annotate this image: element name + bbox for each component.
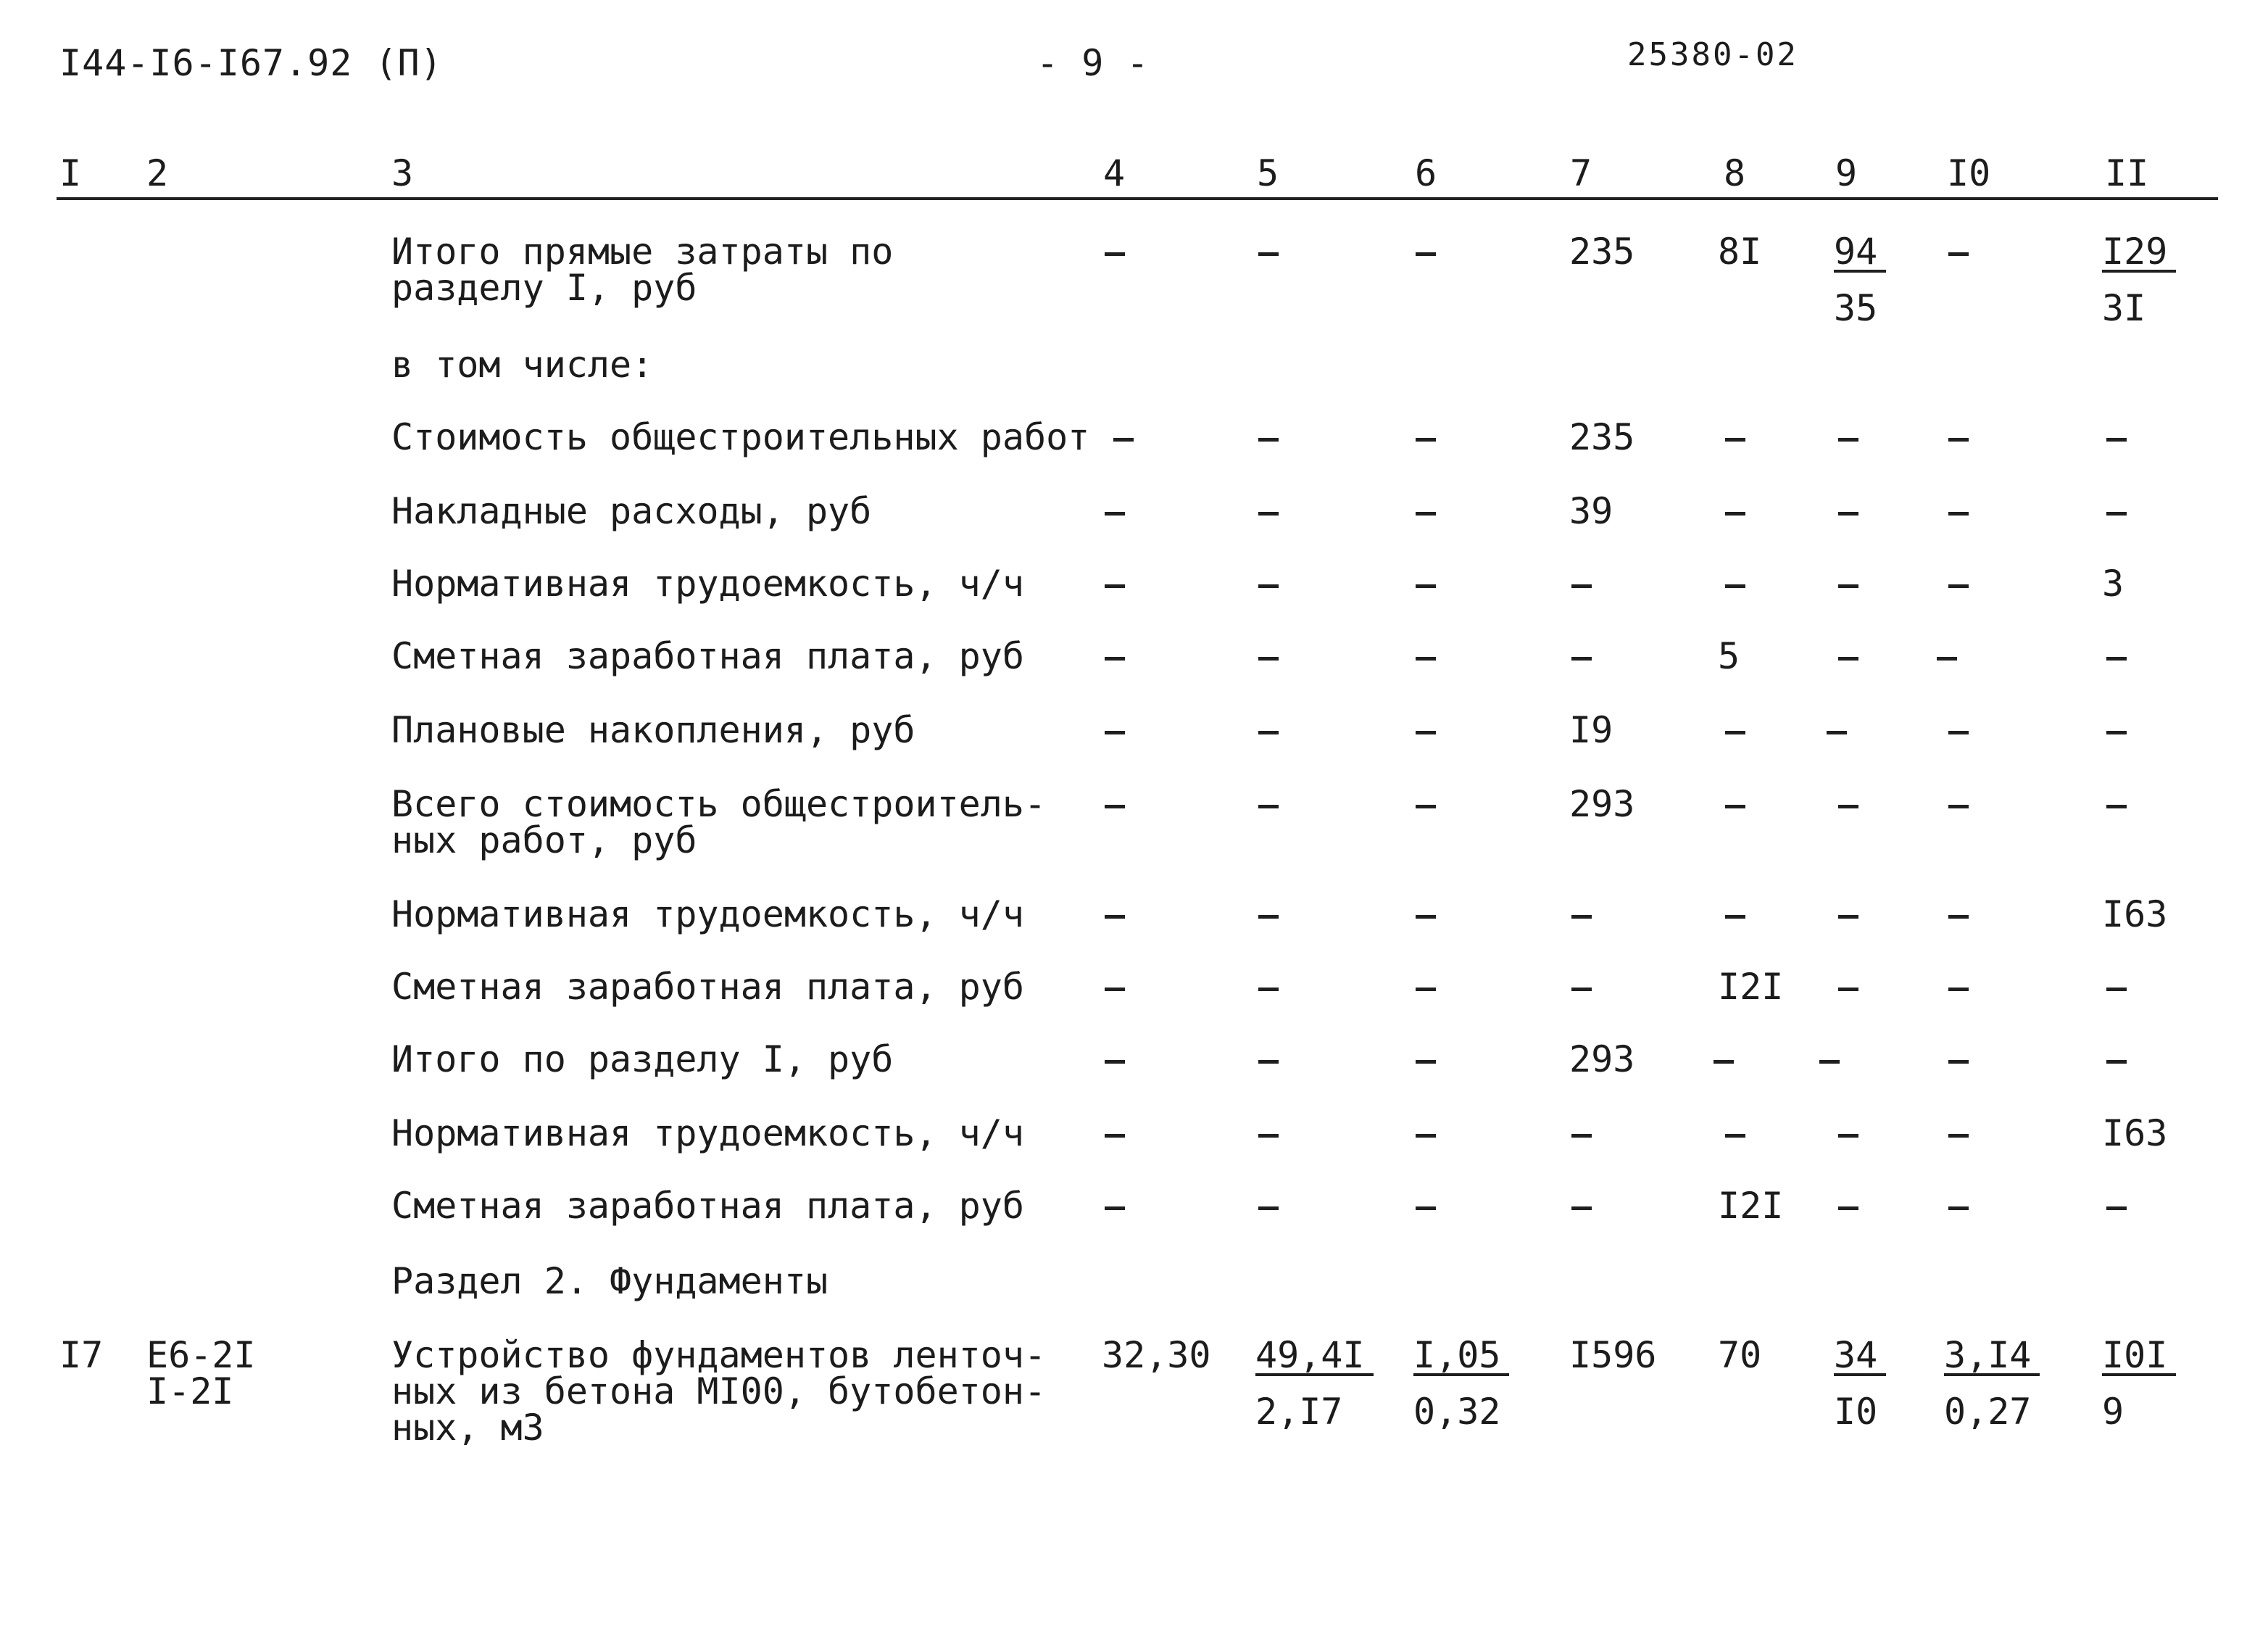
empty-dash [1571,988,1592,991]
empty-dash [1105,1060,1125,1064]
fraction-numerator: I0I [2102,1337,2176,1376]
fraction-denominator: 9 [2102,1391,2124,1433]
fraction-numerator: 3,I4 [1944,1337,2040,1376]
empty-dash [1416,584,1436,588]
empty-dash [1416,252,1436,256]
empty-dash [1838,1206,1858,1210]
column-number: I [59,152,82,194]
empty-dash [2106,1060,2127,1064]
cell-col7: I596 [1569,1334,1657,1376]
empty-dash [1105,731,1125,734]
column-number: 2 [146,152,169,194]
archive-number: 25380-02 [1627,36,1798,73]
column-number: I0 [1947,152,1991,194]
fraction-col11 [2102,231,2176,329]
empty-dash [1838,512,1858,516]
empty-dash [1105,252,1125,256]
cell-col8: I2I [1718,966,1784,1008]
empty-dash [1416,512,1436,516]
empty-dash [1571,657,1592,661]
empty-dash [1725,512,1745,516]
empty-dash [1725,731,1745,734]
fraction-denominator: 0,32 [1413,1391,1501,1433]
empty-dash [1105,1134,1125,1138]
fraction-col9 [1834,1334,1886,1433]
empty-dash [1258,805,1279,808]
empty-dash [1258,1134,1279,1138]
empty-dash [1948,915,1969,919]
empty-dash [1416,1206,1436,1210]
norm-code-secondary: I-2I [146,1370,234,1412]
section-title: Раздел 2. Фундаменты [391,1260,828,1302]
fraction-denominator: 3I [2102,287,2146,329]
empty-dash [1105,512,1125,516]
empty-dash [1258,584,1279,588]
empty-dash [1838,584,1858,588]
row-description: Сметная заработная плата, руб [391,966,1024,1008]
empty-dash [1258,252,1279,256]
cell-col7: 235 [1569,416,1635,458]
cell-col7: I9 [1569,709,1613,751]
row-description: в том числе: [391,344,654,386]
row-description: Нормативная трудоемкость, ч/ч [391,1112,1024,1154]
empty-dash [1948,584,1969,588]
empty-dash [2106,1206,2127,1210]
empty-dash [1948,438,1969,442]
column-number: 7 [1570,152,1592,194]
cell-col11: I63 [2102,1112,2168,1154]
item-number: I7 [59,1334,104,1376]
column-number: 5 [1257,152,1279,194]
empty-dash [1258,438,1279,442]
empty-dash [1725,915,1745,919]
empty-dash [1948,252,1969,256]
empty-dash [1113,438,1134,442]
empty-dash [1571,915,1592,919]
row-description: Итого прямые затраты по разделу I, руб [391,231,894,309]
empty-dash [1948,731,1969,734]
empty-dash [1725,438,1745,442]
empty-dash [1838,988,1858,991]
empty-dash [1105,1206,1125,1210]
empty-dash [1258,1060,1279,1064]
cell-col7: 293 [1569,1038,1635,1080]
fraction-numerator: 34 [1834,1337,1886,1376]
cell-col7: 235 [1569,231,1635,273]
empty-dash [1838,438,1858,442]
fraction-numerator: 49,4I [1255,1337,1374,1376]
column-number: 3 [391,152,414,194]
fraction-numerator: I,05 [1413,1337,1509,1376]
fraction-denominator: 2,I7 [1255,1391,1343,1433]
column-number: 8 [1724,152,1746,194]
cell-col7: 39 [1569,490,1613,532]
empty-dash [1416,1134,1436,1138]
column-number: II [2105,152,2149,194]
cell-col8: 8I [1718,231,1762,273]
row-description: Нормативная трудоемкость, ч/ч [391,563,1024,605]
empty-dash [1571,1134,1592,1138]
empty-dash [1937,657,1957,661]
empty-dash [1714,1060,1734,1064]
fraction-col6 [1413,1334,1509,1433]
cell-col4: 32,30 [1102,1334,1211,1376]
empty-dash [2106,805,2127,808]
page-number: - 9 - [1037,42,1150,84]
row-description: Сметная заработная плата, руб [391,635,1024,677]
empty-dash [1725,584,1745,588]
cell-col11: 3 [2102,563,2124,605]
cell-col7: 293 [1569,783,1635,825]
empty-dash [1416,731,1436,734]
empty-dash [1105,988,1125,991]
column-number: 9 [1835,152,1858,194]
row-description: Плановые накопления, руб [391,709,915,751]
fraction-denominator: I0 [1834,1391,1878,1433]
empty-dash [1105,657,1125,661]
empty-dash [1258,512,1279,516]
row-description: Итого по разделу I, руб [391,1038,894,1080]
empty-dash [1416,805,1436,808]
empty-dash [1827,731,1847,734]
empty-dash [1838,805,1858,808]
fraction-numerator: I29 [2102,233,2176,273]
column-number: 6 [1415,152,1437,194]
column-number: 4 [1103,152,1126,194]
empty-dash [1416,1060,1436,1064]
row-description: Стоимость общестроительных работ [391,416,1090,458]
fraction-col5 [1255,1334,1374,1433]
empty-dash [1948,1206,1969,1210]
empty-dash [1948,1060,1969,1064]
empty-dash [1416,988,1436,991]
row-description: Нормативная трудоемкость, ч/ч [391,893,1024,935]
empty-dash [1948,805,1969,808]
fraction-numerator: 94 [1834,233,1886,273]
empty-dash [1948,988,1969,991]
fraction-col11 [2102,1334,2176,1433]
empty-dash [1105,805,1125,808]
cell-col8: 5 [1718,635,1740,677]
empty-dash [1416,438,1436,442]
empty-dash [1258,988,1279,991]
fraction-denominator: 35 [1834,287,1878,329]
fraction-col9 [1834,231,1886,329]
empty-dash [1948,512,1969,516]
row-description: Устройство фундаментов ленточ- ных из бетона MI00, бутобетон- ных, м3 [391,1334,1047,1449]
cell-col8: 70 [1718,1334,1762,1376]
document-code: I44-I6-I67.92 (П) [59,42,443,84]
empty-dash [2106,512,2127,516]
empty-dash [1819,1060,1840,1064]
empty-dash [1725,805,1745,808]
empty-dash [1838,657,1858,661]
empty-dash [2106,988,2127,991]
empty-dash [1416,915,1436,919]
empty-dash [1838,1134,1858,1138]
empty-dash [2106,731,2127,734]
row-description: Накладные расходы, руб [391,490,872,532]
fraction-denominator: 0,27 [1944,1391,2032,1433]
empty-dash [2106,438,2127,442]
empty-dash [1258,731,1279,734]
empty-dash [1105,915,1125,919]
cell-col11: I63 [2102,893,2168,935]
empty-dash [1838,915,1858,919]
empty-dash [1416,657,1436,661]
empty-dash [1105,584,1125,588]
row-description: Всего стоимость общестроитель- ных работ, руб [391,783,1047,861]
empty-dash [1258,915,1279,919]
cell-col8: I2I [1718,1185,1784,1227]
empty-dash [1258,657,1279,661]
fraction-col10 [1944,1334,2040,1433]
norm-code: Е6-2I [146,1334,256,1376]
row-description: Сметная заработная плата, руб [391,1185,1024,1227]
empty-dash [1571,1206,1592,1210]
empty-dash [1258,1206,1279,1210]
empty-dash [2106,657,2127,661]
empty-dash [1571,584,1592,588]
empty-dash [1725,1134,1745,1138]
empty-dash [1948,1134,1969,1138]
